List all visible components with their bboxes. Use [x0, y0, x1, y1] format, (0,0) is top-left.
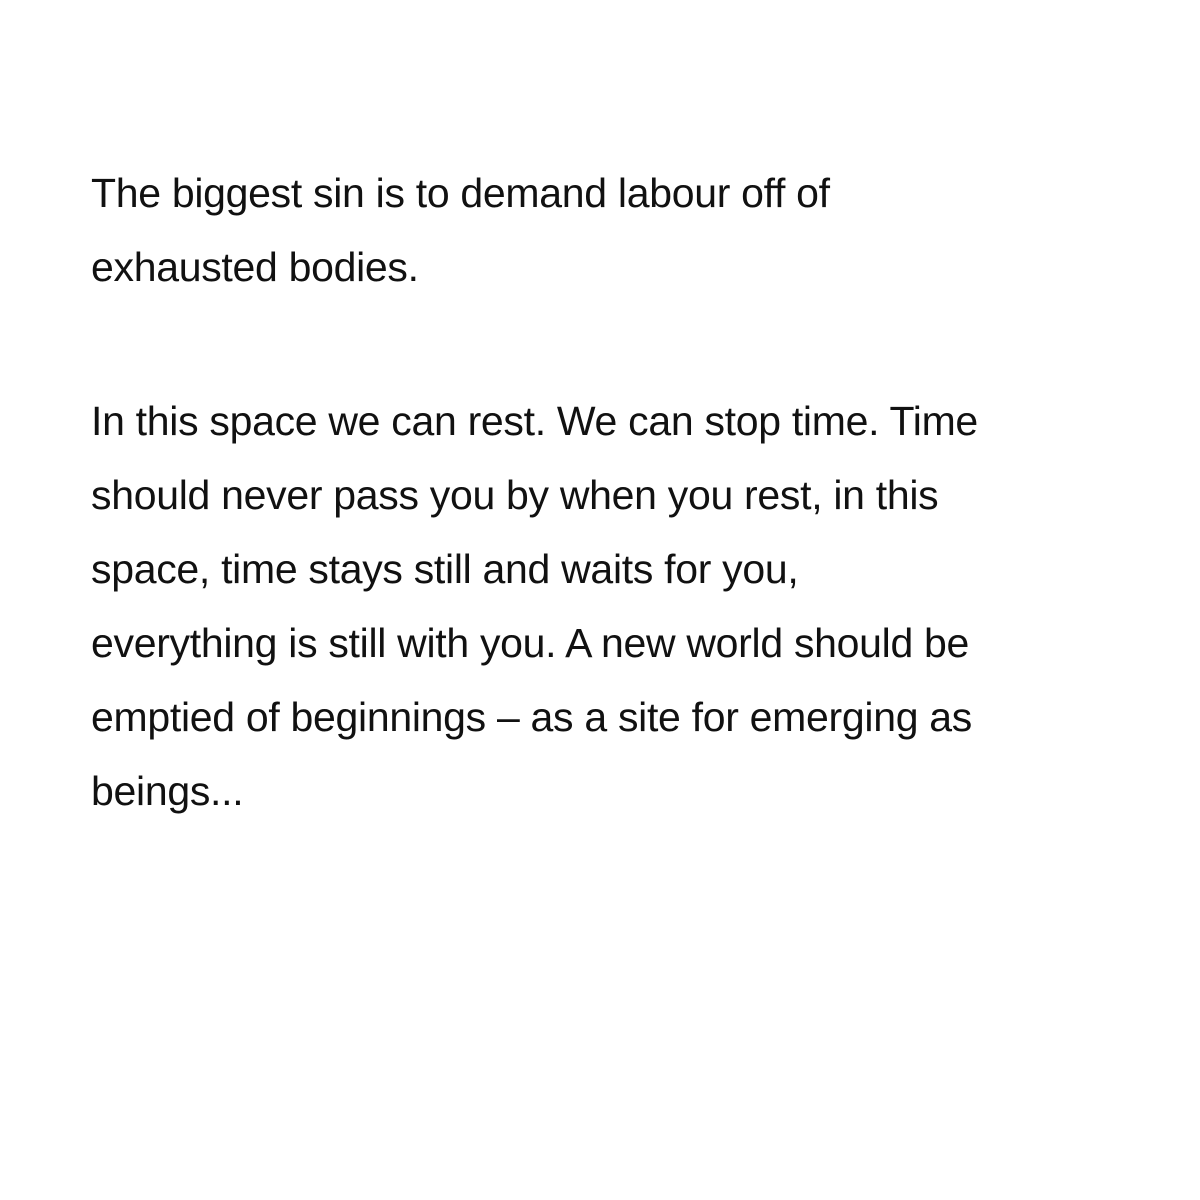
paragraph-1	[91, 156, 1151, 304]
paragraph-line: emptied of beginnings – as a site for emerging as	[91, 694, 972, 740]
paragraph-line: space, time stays still and waits for you,	[91, 546, 799, 592]
text-block	[91, 156, 1151, 828]
paragraph-line: In this space we can rest. We can stop time. Time	[91, 398, 978, 444]
paragraph-line: should never pass you by when you rest, in this	[91, 472, 939, 518]
paragraph-line: everything is still with you. A new world should be	[91, 620, 970, 666]
paragraph-spacer	[91, 304, 1151, 384]
paragraph-line: The biggest sin is to demand labour off of	[91, 170, 830, 216]
paragraph-line: exhausted bodies.	[91, 244, 419, 290]
paragraph-2	[91, 384, 1151, 828]
paragraph-line: beings...	[91, 768, 244, 814]
